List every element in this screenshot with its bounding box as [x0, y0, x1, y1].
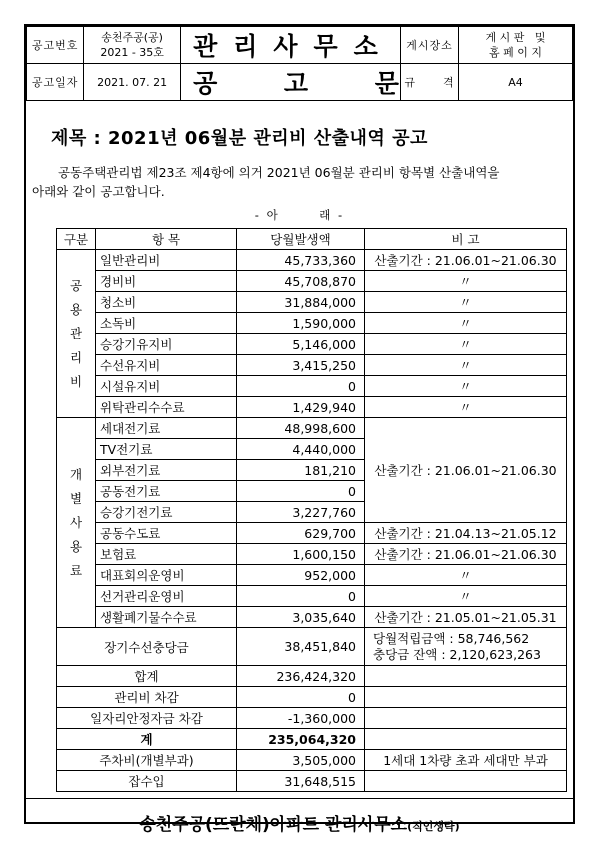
table-row: [57, 355, 567, 376]
amount-cell: 3,415,250: [237, 355, 365, 376]
item-cell: 경비비: [96, 271, 237, 292]
item-cell: 위탁관리수수료: [96, 397, 237, 418]
subtotal-row: [57, 666, 567, 687]
table-row: [57, 544, 567, 565]
amount-cell: 0: [237, 481, 365, 502]
misc-income-label: 잡수입: [57, 771, 237, 792]
post-place-line2: 홈 페 이 지: [488, 46, 542, 59]
note-cell: 〃: [365, 565, 567, 586]
footer-divider: [26, 798, 573, 799]
size-label: 규 격: [401, 64, 459, 101]
amount-cell: 3,035,640: [237, 607, 365, 628]
job-subsidy-row: [57, 708, 567, 729]
group-common-char: 관: [69, 325, 83, 341]
post-place-value: [458, 27, 572, 64]
item-cell: 일반관리비: [96, 250, 237, 271]
group-individual-char: 료: [69, 562, 83, 578]
group-common: [57, 250, 96, 418]
notice-date-label: 공고일자: [27, 64, 84, 101]
amount-cell: 5,146,000: [237, 334, 365, 355]
notice-number-line2: 2021 - 35호: [100, 46, 164, 59]
below-heading: - 아 래 -: [254, 208, 345, 222]
parking-row: [57, 750, 567, 771]
total-amount: 235,064,320: [237, 729, 365, 750]
group-common-char: 비: [69, 373, 83, 389]
fee-table: [56, 228, 567, 792]
job-subsidy-amount: -1,360,000: [237, 708, 365, 729]
doc-title: [181, 64, 401, 101]
empty-note-cell: [365, 687, 567, 708]
table-row: [57, 565, 567, 586]
group-individual-char: 사: [69, 514, 83, 530]
item-cell: 선거관리운영비: [96, 586, 237, 607]
empty-note-cell: [365, 771, 567, 792]
item-cell: 소독비: [96, 313, 237, 334]
empty-note-cell: [365, 666, 567, 687]
note-cell: 〃: [365, 397, 567, 418]
reserve-note: [365, 628, 567, 666]
table-row: [57, 523, 567, 544]
group-individual-char: 별: [69, 490, 83, 506]
reserve-note-line1: 당월적립금액 : 58,746,562: [373, 630, 530, 646]
merged-note-cell: 산출기간 : 21.06.01~21.06.30: [365, 418, 567, 523]
table-row: [57, 418, 567, 439]
amount-cell: 952,000: [237, 565, 365, 586]
col-item-header: 항 목: [96, 229, 237, 250]
item-cell: 승강기전기료: [96, 502, 237, 523]
group-individual: [57, 418, 96, 628]
empty-note-cell: [365, 708, 567, 729]
note-cell: 산출기간 : 21.05.01~21.05.31: [365, 607, 567, 628]
item-cell: 수선유지비: [96, 355, 237, 376]
amount-cell: 1,590,000: [237, 313, 365, 334]
amount-cell: 1,600,150: [237, 544, 365, 565]
table-row: [57, 376, 567, 397]
group-individual-char: 개: [69, 466, 83, 482]
amount-cell: 1,429,940: [237, 397, 365, 418]
parking-label: 주차비(개별부과): [57, 750, 237, 771]
note-cell: 〃: [365, 355, 567, 376]
notice-title: 제목 : 2021년 06월분 관리비 산출내역 공고: [51, 128, 428, 149]
amount-cell: 0: [237, 586, 365, 607]
notice-number-line1: 송천주공(공): [101, 31, 163, 44]
reserve-row: [57, 628, 567, 666]
intro-paragraph: [32, 163, 558, 201]
note-cell: 〃: [365, 292, 567, 313]
item-cell: 보험료: [96, 544, 237, 565]
office-title: 관리사무소: [181, 27, 401, 64]
intro-line2: 아래와 같이 공고합니다.: [32, 184, 165, 199]
post-place-line1: 게 시 판 및: [485, 31, 546, 44]
table-row: [57, 334, 567, 355]
size-value: A4: [458, 64, 572, 101]
item-cell: 청소비: [96, 292, 237, 313]
table-header-row: [57, 229, 567, 250]
note-cell: 〃: [365, 313, 567, 334]
note-cell: 산출기간 : 21.06.01~21.06.30: [365, 544, 567, 565]
notice-header: [26, 26, 573, 101]
amount-cell: 181,210: [237, 460, 365, 481]
post-place-label: 게시장소: [401, 27, 459, 64]
table-row: [57, 607, 567, 628]
col-group-header: 구분: [57, 229, 96, 250]
item-cell: 시설유지비: [96, 376, 237, 397]
reserve-note-line2: 충당금 잔액 : 2,120,623,263: [373, 646, 541, 662]
table-row: [57, 313, 567, 334]
amount-cell: 3,227,760: [237, 502, 365, 523]
item-cell: 공동전기료: [96, 481, 237, 502]
amount-cell: 31,884,000: [237, 292, 365, 313]
footer-signature: [26, 810, 573, 835]
amount-cell: 45,733,360: [237, 250, 365, 271]
table-row: [57, 397, 567, 418]
notice-number-value: [84, 27, 181, 64]
deduct-label: 관리비 차감: [57, 687, 237, 708]
reserve-amount: 38,451,840: [237, 628, 365, 666]
amount-cell: 4,440,000: [237, 439, 365, 460]
note-cell: 〃: [365, 271, 567, 292]
group-individual-char: 용: [69, 538, 83, 554]
intro-line1: 공동주택관리법 제23조 제4항에 의거 2021년 06월분 관리비 항목별 산출내역을: [58, 165, 500, 180]
table-row: [57, 292, 567, 313]
note-cell: 산출기간 : 21.06.01~21.06.30: [365, 250, 567, 271]
subtotal-amount: 236,424,320: [237, 666, 365, 687]
group-common-char: 공: [69, 277, 83, 293]
col-amount-header: 당월발생액: [237, 229, 365, 250]
amount-cell: 48,998,600: [237, 418, 365, 439]
total-row: [57, 729, 567, 750]
doc-title-text: 공 고 문: [193, 69, 399, 98]
empty-note-cell: [365, 729, 567, 750]
table-row: [57, 271, 567, 292]
amount-cell: 629,700: [237, 523, 365, 544]
table-row: [57, 586, 567, 607]
deduct-amount: 0: [237, 687, 365, 708]
table-row: [57, 250, 567, 271]
notice-number-label: 공고번호: [27, 27, 84, 64]
item-cell: 생활폐기물수수료: [96, 607, 237, 628]
col-note-header: 비 고: [365, 229, 567, 250]
amount-cell: 0: [237, 376, 365, 397]
parking-note: 1세대 1차량 초과 세대만 부과: [365, 750, 567, 771]
misc-income-row: [57, 771, 567, 792]
notice-date-value: 2021. 07. 21: [84, 64, 181, 101]
amount-cell: 45,708,870: [237, 271, 365, 292]
item-cell: 승강기유지비: [96, 334, 237, 355]
parking-amount: 3,505,000: [237, 750, 365, 771]
item-cell: 대표회의운영비: [96, 565, 237, 586]
subtotal-label: 합계: [57, 666, 237, 687]
item-cell: 공동수도료: [96, 523, 237, 544]
note-cell: 〃: [365, 376, 567, 397]
reserve-label: 장기수선충당금: [57, 628, 237, 666]
group-common-char: 용: [69, 301, 83, 317]
notice-frame: [24, 24, 575, 835]
note-cell: 〃: [365, 586, 567, 607]
deduct-row: [57, 687, 567, 708]
note-cell: 산출기간 : 21.04.13~21.05.12: [365, 523, 567, 544]
group-common-char: 리: [69, 349, 83, 365]
note-cell: 〃: [365, 334, 567, 355]
item-cell: 세대전기료: [96, 418, 237, 439]
total-label: 계: [57, 729, 237, 750]
item-cell: TV전기료: [96, 439, 237, 460]
misc-income-amount: 31,648,515: [237, 771, 365, 792]
footer-seal-omitted: (직인생략): [407, 820, 460, 833]
job-subsidy-label: 일자리안정자금 차감: [57, 708, 237, 729]
item-cell: 외부전기료: [96, 460, 237, 481]
footer-office-name: 송천주공(뜨란채)아파트 관리사무소: [139, 815, 408, 835]
